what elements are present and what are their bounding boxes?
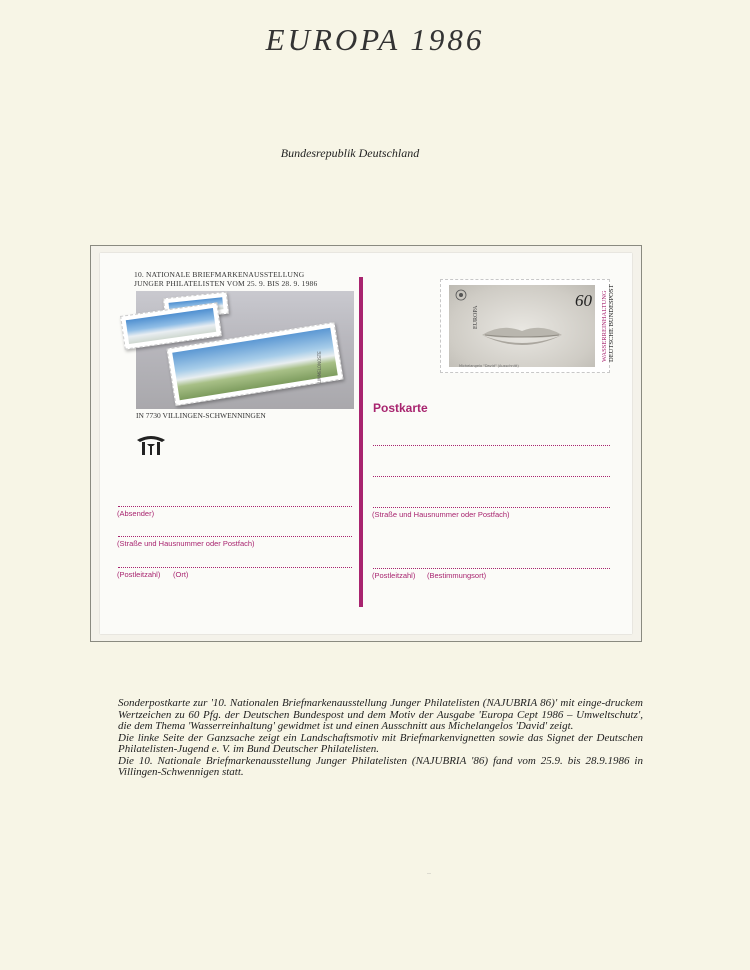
stamp-europa-label: EUROPA <box>473 305 479 329</box>
page-title: EUROPA 1986 <box>265 22 485 57</box>
stamp-caption: Michelangelo "David" (Ausschnitt) <box>459 364 519 368</box>
sender-label: (Absender) <box>117 509 155 518</box>
page-mark: ‥ <box>427 869 432 876</box>
exhibition-location: IN 7730 VILLINGEN-SCHWENNINGEN <box>136 411 266 420</box>
sender-postcode-label: (Postleitzahl) <box>117 570 161 579</box>
address-line <box>373 568 610 569</box>
stamp-image <box>449 285 595 367</box>
artist-credit: LIMMELONOSTE <box>317 351 322 383</box>
exhibition-heading <box>134 271 317 288</box>
sender-line <box>118 536 352 537</box>
sender-city-label: (Ort) <box>173 570 189 579</box>
divider-line <box>359 277 363 607</box>
europa-emblem-icon <box>455 289 467 301</box>
sender-line <box>118 506 352 507</box>
recipient-street-label: (Straße und Hausnummer oder Postfach) <box>372 510 510 519</box>
country-subtitle: Bundesrepublik Deutschland <box>280 146 420 160</box>
philatelist-youth-logo-icon <box>135 434 167 456</box>
lips-motif <box>477 321 567 353</box>
description-text <box>118 698 643 779</box>
stamp-issuer: DEUTSCHE BUNDESPOST <box>608 284 615 362</box>
description-paragraph-3: Die 10. Nationale Briefmarkenausstellung Junger Philatelisten (NAJUBRIA '86) fand vom 25.9. bis 28.9.1986 in Villingen-Schwennigen statt. <box>118 754 643 778</box>
description-paragraph-2: Die linke Seite der Ganzsache zeigt ein Landschaftsmotiv mit Briefmarkenvignetten sowie das Signet der Deutschen Philatelisten-Jugend e. V. im Bund Deutscher Philatelisten. <box>118 731 643 755</box>
sender-street-label: (Straße und Hausnummer oder Postfach) <box>117 539 255 548</box>
exhibition-line-1: 10. NATIONALE BRIEFMARKENAUSSTELLUNG <box>134 270 305 279</box>
recipient-postcode-label: (Postleitzahl) <box>372 571 416 580</box>
postcard <box>100 253 632 634</box>
stamp-theme: WASSERREINHALTUNG <box>601 290 608 362</box>
sender-line <box>118 567 352 568</box>
description-paragraph-1: Sonderpostkarte zur '10. Nationalen Briefmarkenausstellung Junger Philatelisten (NAJUBRIA 86)' mit einge-druckem Wertzeichen zu 60 Pfg. der Deutschen Bundespost und dem Motiv der Ausgabe 'Europa Cept 1986 – Umweltschutz', die dem Thema 'Wasserreinhaltung' gewidmet ist und einen Ausschnitt aus Michelangelos 'David' zeigt. <box>118 697 643 732</box>
address-line <box>373 476 610 477</box>
imprinted-stamp <box>440 279 615 373</box>
landscape-illustration <box>136 291 354 409</box>
card-type-label: Postkarte <box>373 401 428 415</box>
address-line <box>373 507 610 508</box>
stamp-denomination: 60 <box>575 291 592 310</box>
exhibition-line-2: JUNGER PHILATELISTEN VOM 25. 9. BIS 28. 9. 1986 <box>134 278 318 288</box>
address-line <box>373 445 610 446</box>
stamp-side-text <box>601 285 615 362</box>
recipient-city-label: (Bestimmungsort) <box>427 571 487 580</box>
